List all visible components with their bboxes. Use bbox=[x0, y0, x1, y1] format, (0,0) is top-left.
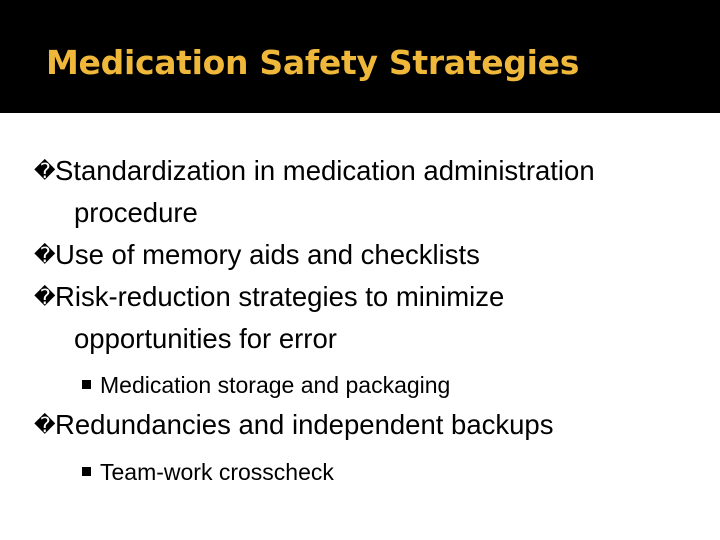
square-bullet-icon bbox=[82, 467, 91, 476]
sub-bullet-item-storage bbox=[0, 367, 720, 403]
bullet-text: Standardization in medication administration bbox=[55, 155, 595, 186]
bullet-marker-icon: � bbox=[34, 243, 56, 267]
bullet-item-memory-aids bbox=[0, 234, 720, 276]
bullet-marker-icon: � bbox=[34, 285, 56, 309]
bullet-marker-icon: � bbox=[34, 413, 56, 437]
bullet-text-continuation: opportunities for error bbox=[74, 323, 337, 354]
bullet-item-risk-reduction bbox=[0, 276, 720, 360]
square-bullet-icon bbox=[82, 380, 91, 389]
bullet-text: Risk-reduction strategies to minimize bbox=[55, 281, 505, 312]
bullet-text: Redundancies and independent backups bbox=[55, 409, 554, 440]
bullet-marker-icon: � bbox=[34, 159, 56, 183]
sub-bullet-item-crosscheck bbox=[0, 454, 720, 490]
bullet-text: Use of memory aids and checklists bbox=[55, 239, 480, 270]
slide-title: Medication Safety Strategies bbox=[46, 43, 580, 82]
bullet-text-continuation: procedure bbox=[74, 197, 198, 228]
sub-bullet-text: Medication storage and packaging bbox=[100, 372, 451, 398]
sub-bullet-text: Team-work crosscheck bbox=[100, 459, 334, 485]
bullet-item-standardization bbox=[0, 150, 720, 234]
bullet-item-redundancies bbox=[0, 404, 720, 446]
